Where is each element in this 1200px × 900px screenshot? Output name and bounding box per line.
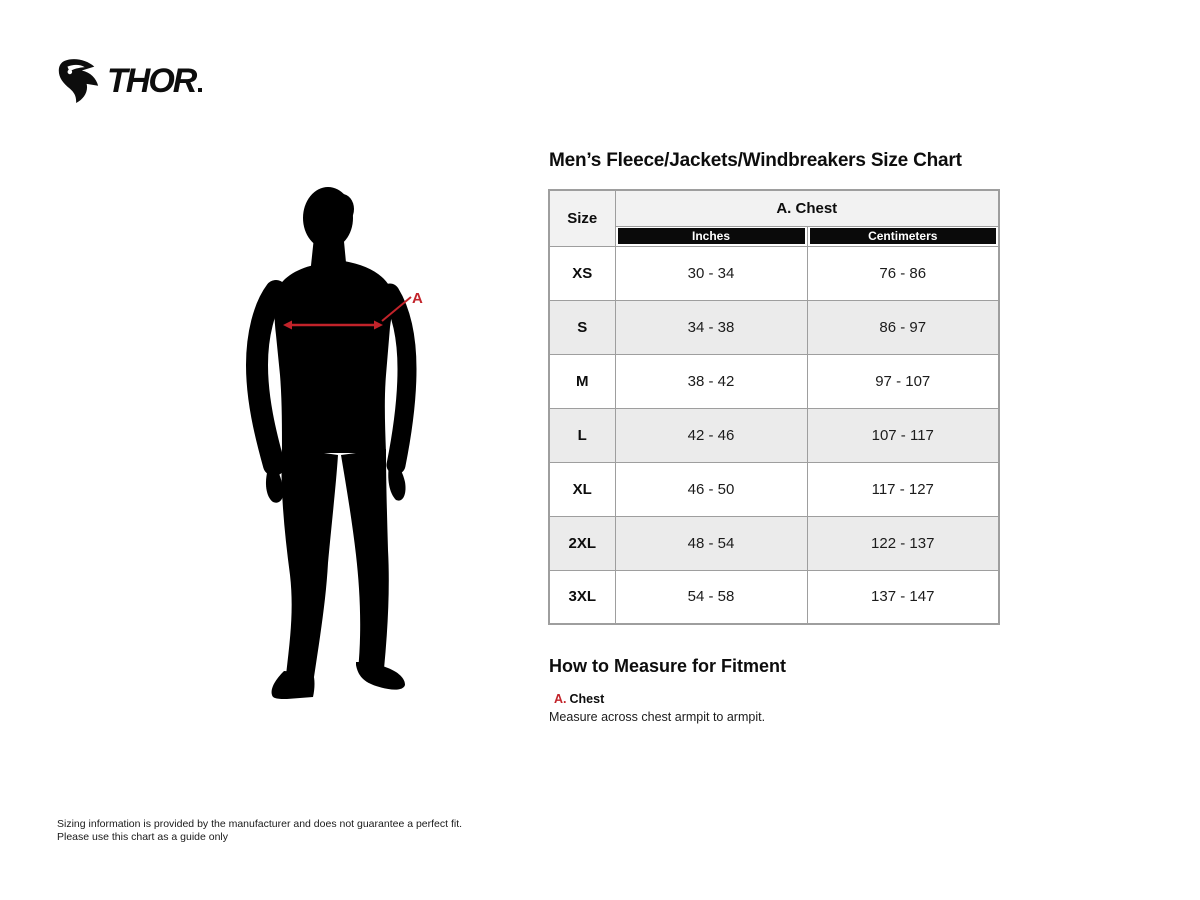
chest-measure-label: A: [412, 290, 423, 307]
size-cell: L: [549, 408, 615, 462]
brand-logo: [55, 58, 202, 104]
measure-item-label: Chest: [569, 692, 605, 706]
thor-helmet-icon: [55, 58, 101, 104]
size-cell: S: [549, 300, 615, 354]
measure-item-title: [554, 692, 604, 706]
inches-cell: 38 - 42: [615, 354, 807, 408]
table-header-row: [549, 190, 999, 226]
header-size: Size: [549, 190, 615, 246]
size-cell: XS: [549, 246, 615, 300]
inches-cell: 48 - 54: [615, 516, 807, 570]
cm-cell: 122 - 137: [807, 516, 999, 570]
size-cell: 2XL: [549, 516, 615, 570]
table-row-l: [549, 408, 999, 462]
inches-cell: 54 - 58: [615, 570, 807, 624]
male-silhouette-figure: [240, 185, 440, 715]
size-cell: XL: [549, 462, 615, 516]
brand-name: [107, 62, 202, 101]
table-row-m: [549, 354, 999, 408]
unit-label-inches: Inches: [618, 228, 805, 244]
cm-cell: 76 - 86: [807, 246, 999, 300]
measure-item-description: Measure across chest armpit to armpit.: [549, 710, 766, 724]
table-row-3xl: [549, 570, 999, 624]
table-row-2xl: [549, 516, 999, 570]
inches-cell: 46 - 50: [615, 462, 807, 516]
inches-cell: 34 - 38: [615, 300, 807, 354]
disclaimer: [57, 818, 462, 843]
size-chart-title: Men’s Fleece/Jackets/Windbreakers Size Chart: [549, 150, 962, 171]
brand-name-text: THOR: [107, 61, 196, 100]
cm-cell: 137 - 147: [807, 570, 999, 624]
size-cell: 3XL: [549, 570, 615, 624]
size-cell: M: [549, 354, 615, 408]
size-chart-table: [548, 189, 1000, 625]
table-row-s: [549, 300, 999, 354]
header-chest-group: A. Chest: [615, 190, 999, 226]
table-row-xl: [549, 462, 999, 516]
disclaimer-line-2: Please use this chart as a guide only: [57, 830, 229, 843]
logo-dot: [198, 88, 202, 92]
unit-label-centimeters: Centimeters: [810, 228, 997, 244]
cm-cell: 86 - 97: [807, 300, 999, 354]
cm-cell: 107 - 117: [807, 408, 999, 462]
cm-cell: 97 - 107: [807, 354, 999, 408]
disclaimer-line-1: Sizing information is provided by the manufacturer and does not guarantee a perfect fit.: [57, 818, 463, 830]
table-units-row: [549, 226, 999, 246]
inches-cell: 42 - 46: [615, 408, 807, 462]
measure-guide-heading: How to Measure for Fitment: [549, 656, 787, 676]
table-row-xs: [549, 246, 999, 300]
unit-cell-centimeters: [807, 226, 999, 246]
measure-item-key: A.: [554, 692, 567, 706]
unit-cell-inches: [615, 226, 807, 246]
inches-cell: 30 - 34: [615, 246, 807, 300]
cm-cell: 117 - 127: [807, 462, 999, 516]
